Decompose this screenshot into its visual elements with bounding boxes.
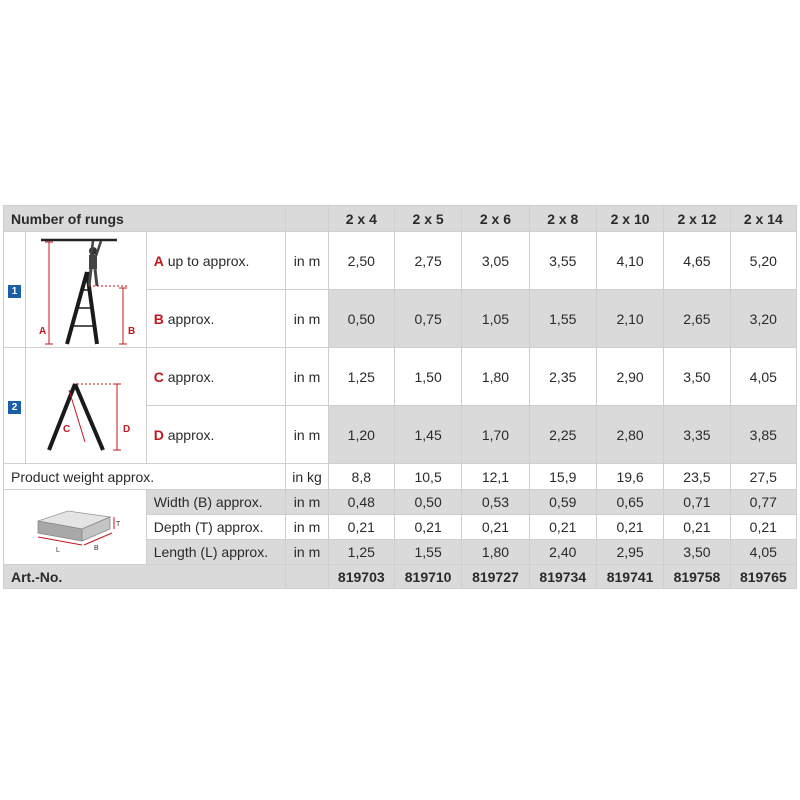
row-unit: in m	[286, 490, 328, 515]
article-number: 819758	[664, 565, 730, 589]
table-cell: 2,50	[328, 232, 394, 290]
header-title: Number of rungs	[4, 206, 286, 232]
table-cell: 3,85	[730, 406, 796, 464]
fig-label-t: T	[115, 521, 121, 528]
article-label: Art.-No.	[4, 565, 286, 589]
row-label: Width (B) approx.	[146, 490, 286, 515]
fig-label-b: B	[93, 545, 99, 552]
table-cell: 3,50	[664, 348, 730, 406]
table-cell: 0,21	[596, 515, 663, 540]
table-cell: 1,45	[394, 406, 461, 464]
row-unit: in m	[286, 515, 328, 540]
table-cell: 1,80	[462, 540, 529, 565]
row-label: A up to approx.	[146, 232, 286, 290]
table-cell: 4,65	[664, 232, 730, 290]
table-cell: 15,9	[529, 464, 596, 490]
table-cell: 0,59	[529, 490, 596, 515]
table-cell: 1,50	[394, 348, 461, 406]
fig-label-c: C	[62, 423, 71, 435]
ladder-leaning-figure	[26, 232, 147, 348]
section-1-badge-cell	[4, 232, 26, 348]
table-cell: 0,50	[328, 290, 394, 348]
header-col: 2 x 8	[529, 206, 596, 232]
section-2-badge-cell	[4, 348, 26, 464]
table-cell: 8,8	[328, 464, 394, 490]
article-number: 819741	[596, 565, 663, 589]
fig-label-a: A	[38, 325, 47, 337]
table-cell: 5,20	[730, 232, 796, 290]
table-cell: 2,95	[596, 540, 663, 565]
table-cell: 2,80	[596, 406, 663, 464]
table-cell: 2,65	[664, 290, 730, 348]
header-col: 2 x 10	[596, 206, 663, 232]
table-cell: 12,1	[462, 464, 529, 490]
table-cell: 4,05	[730, 348, 796, 406]
table-cell: 0,21	[529, 515, 596, 540]
article-number: 819703	[328, 565, 394, 589]
row-label: B approx.	[146, 290, 286, 348]
article-number: 819734	[529, 565, 596, 589]
table-cell: 1,80	[462, 348, 529, 406]
table-cell: 3,05	[462, 232, 529, 290]
table-cell: 4,05	[730, 540, 796, 565]
table-cell: 2,90	[596, 348, 663, 406]
row-label: C approx.	[146, 348, 286, 406]
row-unit: in kg	[286, 464, 328, 490]
header-unit-cell	[286, 206, 328, 232]
table-cell: 19,6	[596, 464, 663, 490]
row-label: Depth (T) approx.	[146, 515, 286, 540]
weight-row	[4, 464, 797, 490]
article-unit-cell	[286, 565, 328, 589]
table-cell: 0,21	[462, 515, 529, 540]
table-cell: 0,77	[730, 490, 796, 515]
section-badge: 2	[8, 401, 21, 414]
table-row	[4, 232, 797, 290]
table-cell: 2,25	[529, 406, 596, 464]
article-number: 819710	[394, 565, 461, 589]
row-unit: in m	[286, 232, 328, 290]
table-cell: 2,10	[596, 290, 663, 348]
table-cell: 3,50	[664, 540, 730, 565]
row-unit: in m	[286, 348, 328, 406]
row-unit: in m	[286, 540, 328, 565]
table-cell: 0,21	[328, 515, 394, 540]
package-figure	[4, 490, 147, 565]
table-cell: 4,10	[596, 232, 663, 290]
header-col: 2 x 6	[462, 206, 529, 232]
table-cell: 0,21	[730, 515, 796, 540]
row-unit: in m	[286, 406, 328, 464]
fig-label-d: D	[122, 423, 131, 435]
ladder-standing-figure	[26, 348, 147, 464]
stepladder-figure-icon	[31, 350, 141, 462]
row-unit: in m	[286, 290, 328, 348]
header-row	[4, 206, 797, 232]
table-cell: 0,48	[328, 490, 394, 515]
table-cell: 0,53	[462, 490, 529, 515]
table-cell: 0,21	[664, 515, 730, 540]
spec-table	[3, 205, 797, 589]
table-cell: 2,75	[394, 232, 461, 290]
table-cell: 3,35	[664, 406, 730, 464]
table-cell: 1,55	[529, 290, 596, 348]
table-cell: 10,5	[394, 464, 461, 490]
ladder-figure-icon	[31, 234, 141, 346]
article-row	[4, 565, 797, 589]
section-badge: 1	[8, 285, 21, 298]
header-col: 2 x 14	[730, 206, 796, 232]
table-cell: 0,21	[394, 515, 461, 540]
table-cell: 1,25	[328, 540, 394, 565]
table-cell: 3,55	[529, 232, 596, 290]
table-cell: 2,35	[529, 348, 596, 406]
table-cell: 1,20	[328, 406, 394, 464]
table-cell: 27,5	[730, 464, 796, 490]
table-cell: 1,25	[328, 348, 394, 406]
header-col: 2 x 12	[664, 206, 730, 232]
article-number: 819765	[730, 565, 796, 589]
package-box-icon	[20, 497, 130, 557]
table-cell: 0,50	[394, 490, 461, 515]
table-cell: 1,55	[394, 540, 461, 565]
header-col: 2 x 4	[328, 206, 394, 232]
table-cell: 3,20	[730, 290, 796, 348]
table-cell: 23,5	[664, 464, 730, 490]
table-cell: 1,70	[462, 406, 529, 464]
table-cell: 0,71	[664, 490, 730, 515]
table-row	[4, 348, 797, 406]
row-label: Length (L) approx.	[146, 540, 286, 565]
table-cell: 0,65	[596, 490, 663, 515]
weight-label: Product weight approx.	[4, 464, 286, 490]
fig-label-b: B	[127, 325, 136, 337]
article-number: 819727	[462, 565, 529, 589]
table-cell: 2,40	[529, 540, 596, 565]
table-row	[4, 490, 797, 515]
table-cell: 0,75	[394, 290, 461, 348]
table-cell: 1,05	[462, 290, 529, 348]
header-col: 2 x 5	[394, 206, 461, 232]
fig-label-l: L	[55, 547, 60, 554]
row-label: D approx.	[146, 406, 286, 464]
